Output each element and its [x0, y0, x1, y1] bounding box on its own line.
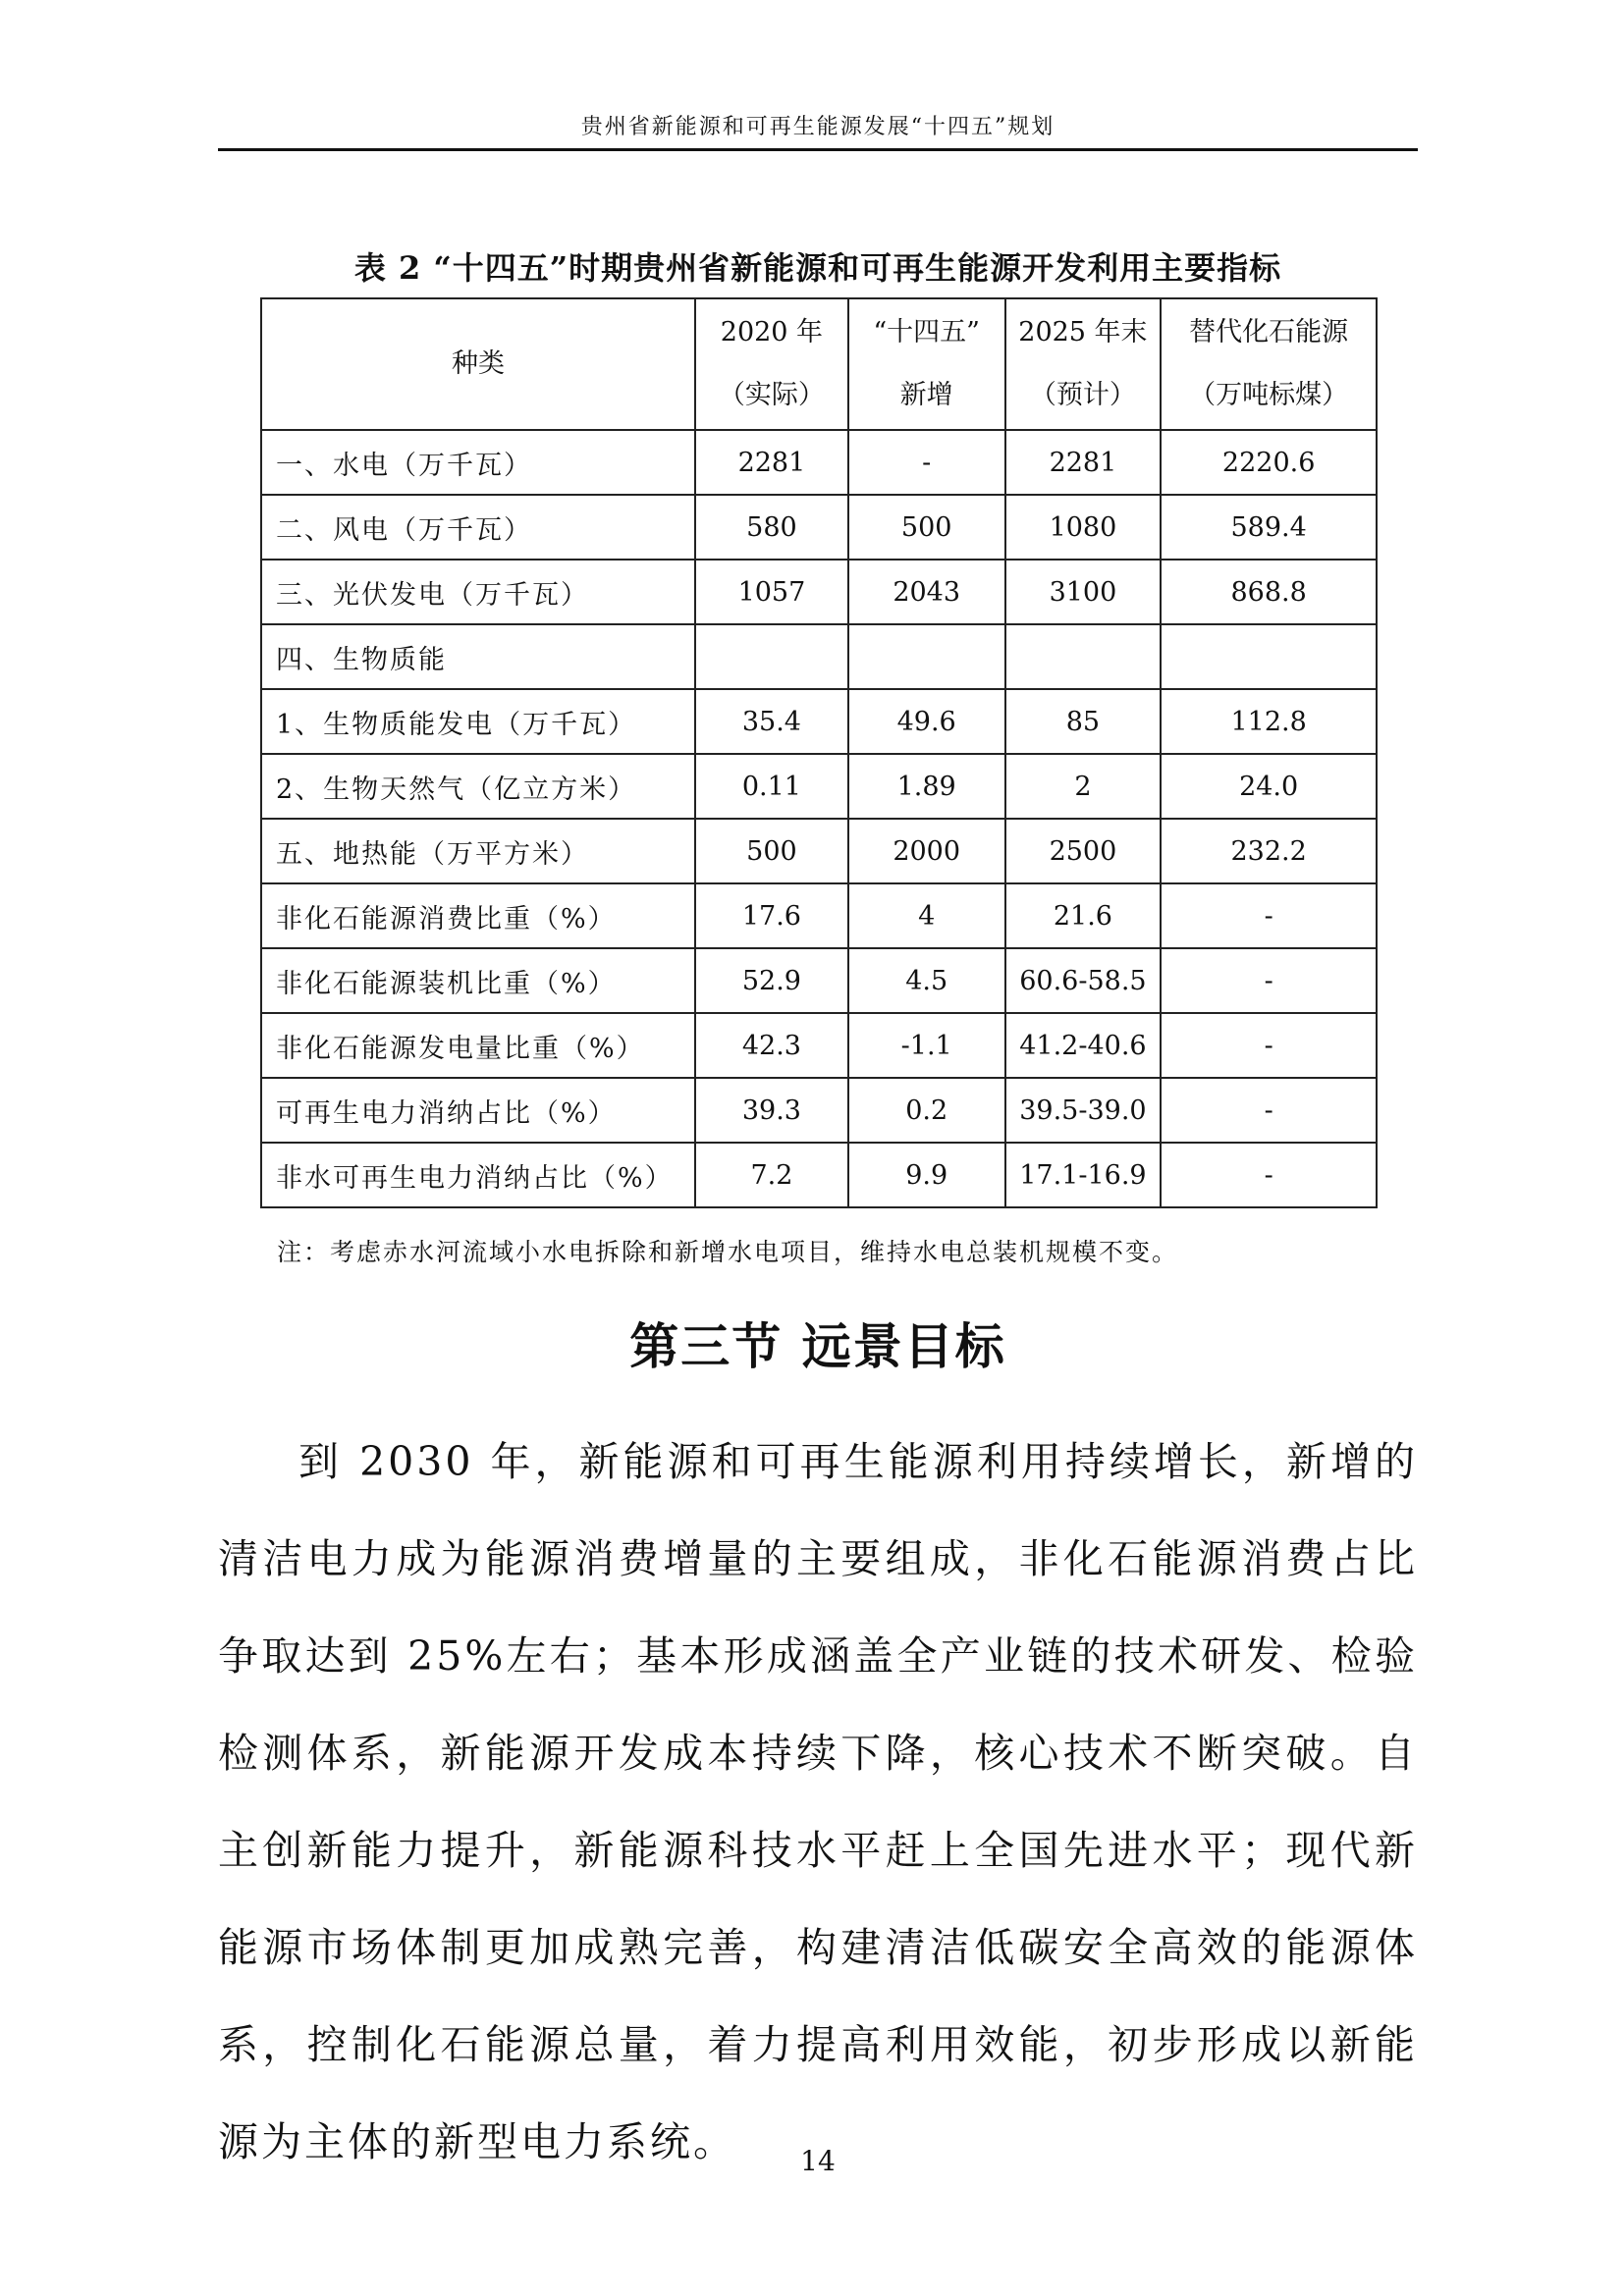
value-cell: 589.4 [1161, 495, 1377, 560]
value-cell: - [1161, 1143, 1377, 1207]
row-label-cell: 四、生物质能 [261, 624, 695, 689]
value-cell: 60.6-58.5 [1005, 948, 1162, 1013]
value-cell: 35.4 [695, 689, 848, 754]
value-cell: - [1161, 1013, 1377, 1078]
table-note: 注：考虑赤水河流域小水电拆除和新增水电项目，维持水电总装机规模不变。 [277, 1238, 1179, 1266]
value-cell: -1.1 [848, 1013, 1005, 1078]
value-cell: 4.5 [848, 948, 1005, 1013]
value-cell: 9.9 [848, 1143, 1005, 1207]
value-cell [695, 624, 848, 689]
section-title: 第三节 远景目标 [629, 1317, 1006, 1375]
value-cell: 21.6 [1005, 883, 1162, 948]
row-label-cell: 2、生物天然气（亿立方米） [261, 754, 695, 819]
table-row [261, 883, 1377, 948]
row-label-cell: 三、光伏发电（万千瓦） [261, 560, 695, 624]
page-number: 14 [800, 2145, 836, 2177]
column-header-line1: 2025 年末 [1018, 317, 1148, 347]
value-cell: 85 [1005, 689, 1162, 754]
value-cell: 2500 [1005, 819, 1162, 883]
column-header-2020 [695, 298, 848, 430]
value-cell: 42.3 [695, 1013, 848, 1078]
table-body [261, 430, 1377, 1207]
value-cell: 232.2 [1161, 819, 1377, 883]
table-row [261, 948, 1377, 1013]
value-cell: 500 [848, 495, 1005, 560]
value-cell: - [1161, 1078, 1377, 1143]
column-header-new [848, 298, 1005, 430]
row-label-cell: 非化石能源发电量比重（%） [261, 1013, 695, 1078]
value-cell: 17.1-16.9 [1005, 1143, 1162, 1207]
value-cell: 112.8 [1161, 689, 1377, 754]
column-header-line2: （预计） [1029, 380, 1136, 410]
row-label-cell: 可再生电力消纳占比（%） [261, 1078, 695, 1143]
running-header: 贵州省新能源和可再生能源发展“十四五”规划 [580, 115, 1056, 139]
value-cell: 1080 [1005, 495, 1162, 560]
value-cell: 52.9 [695, 948, 848, 1013]
value-cell: 2000 [848, 819, 1005, 883]
value-cell: 0.11 [695, 754, 848, 819]
value-cell: 17.6 [695, 883, 848, 948]
table-header-row [261, 298, 1377, 430]
value-cell: 39.3 [695, 1078, 848, 1143]
value-cell: 49.6 [848, 689, 1005, 754]
row-label-cell: 非化石能源消费比重（%） [261, 883, 695, 948]
value-cell: 1.89 [848, 754, 1005, 819]
value-cell: 500 [695, 819, 848, 883]
table-row [261, 754, 1377, 819]
body-paragraph: 到 2030 年，新能源和可再生能源利用持续增长，新增的清洁电力成为能源消费增量的主要组成，非化石能源消费占比争取达到 25%左右；基本形成涵盖全产业链的技术研发、检验检测体系，新能源开发成本持续下降，核心技术不断突破。自主创新能力提升，新能源科技水平赶上全国先进水平；现代新能源市场体制更加成熟完善，构建清洁低碳安全高效的能源体系，控制化石能源总量，着力提高利用效能，初步形成以新能源为主体的新型电力系统。 [218, 1438, 1418, 2165]
row-label-cell: 非水可再生电力消纳占比（%） [261, 1143, 695, 1207]
row-label-cell: 非化石能源装机比重（%） [261, 948, 695, 1013]
column-header-category [261, 298, 695, 430]
column-header-line1: 2020 年 [720, 317, 824, 347]
table-row [261, 1078, 1377, 1143]
table-row [261, 624, 1377, 689]
value-cell: 2043 [848, 560, 1005, 624]
row-label-cell: 五、地热能（万平方米） [261, 819, 695, 883]
value-cell: - [1161, 883, 1377, 948]
value-cell: 41.2-40.6 [1005, 1013, 1162, 1078]
value-cell: 7.2 [695, 1143, 848, 1207]
table-row [261, 1013, 1377, 1078]
value-cell: 2281 [1005, 430, 1162, 495]
table-row [261, 689, 1377, 754]
value-cell: 1057 [695, 560, 848, 624]
value-cell: 2281 [695, 430, 848, 495]
value-cell: 24.0 [1161, 754, 1377, 819]
value-cell: 2220.6 [1161, 430, 1377, 495]
table-caption: 表 2 “十四五”时期贵州省新能源和可再生能源开发利用主要指标 [353, 249, 1282, 287]
row-label-cell: 一、水电（万千瓦） [261, 430, 695, 495]
body-text [218, 1414, 1418, 2191]
value-cell [1005, 624, 1162, 689]
table-row [261, 819, 1377, 883]
indicators-table [260, 297, 1378, 1208]
table-row [261, 560, 1377, 624]
value-cell: 868.8 [1161, 560, 1377, 624]
value-cell: - [848, 430, 1005, 495]
column-header-line1: 种类 [452, 348, 506, 379]
value-cell [1161, 624, 1377, 689]
value-cell: 39.5-39.0 [1005, 1078, 1162, 1143]
column-header-line2: （实际） [718, 380, 825, 410]
column-header-line2: （万吨标煤） [1189, 380, 1349, 410]
header-rule [218, 148, 1418, 151]
table-header [261, 298, 1377, 430]
value-cell: 2 [1005, 754, 1162, 819]
column-header-line1: 替代化石能源 [1189, 317, 1349, 347]
value-cell: 4 [848, 883, 1005, 948]
value-cell: - [1161, 948, 1377, 1013]
row-label-cell: 二、风电（万千瓦） [261, 495, 695, 560]
value-cell: 0.2 [848, 1078, 1005, 1143]
table-row [261, 430, 1377, 495]
table-row [261, 495, 1377, 560]
column-header-fossil-substitution [1161, 298, 1377, 430]
column-header-line2: 新增 [899, 380, 953, 410]
table-row [261, 1143, 1377, 1207]
value-cell: 3100 [1005, 560, 1162, 624]
column-header-2025 [1005, 298, 1162, 430]
value-cell: 580 [695, 495, 848, 560]
value-cell [848, 624, 1005, 689]
row-label-cell: 1、生物质能发电（万千瓦） [261, 689, 695, 754]
column-header-line1: “十四五” [873, 317, 980, 347]
